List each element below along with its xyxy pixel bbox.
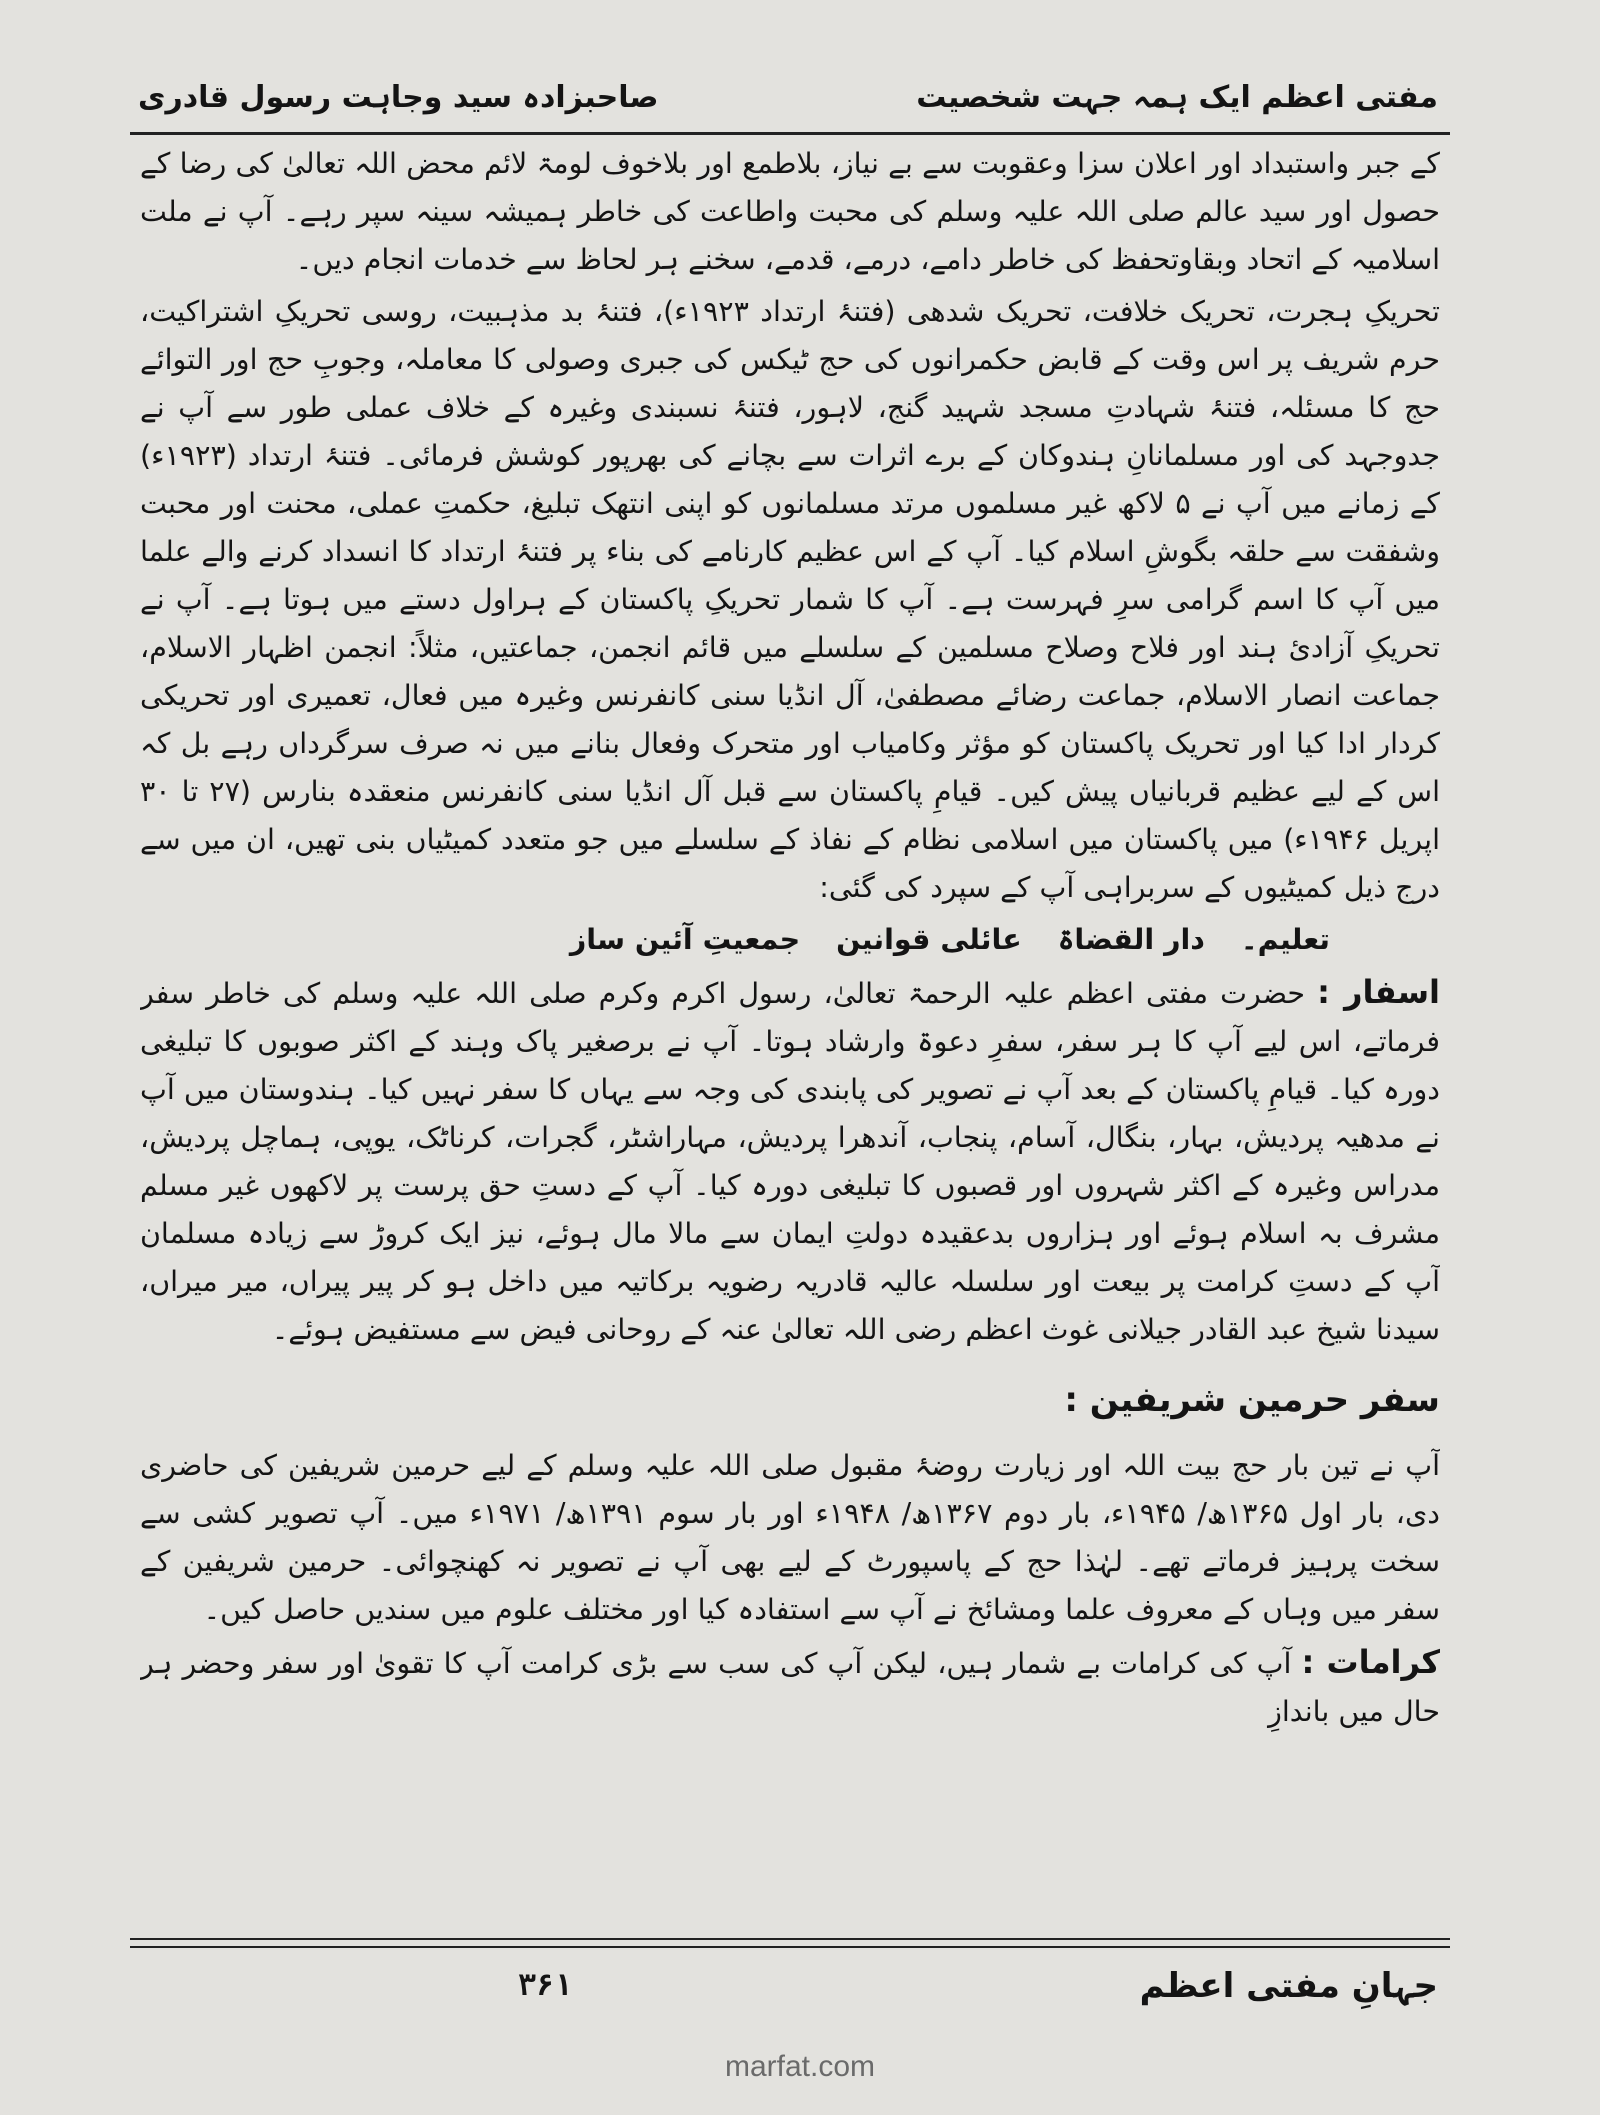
page-footer xyxy=(138,1958,1438,2012)
header-rule xyxy=(130,132,1450,135)
header-author: صاحبزادہ سید وجاہت رسول قادری xyxy=(138,79,659,115)
paragraph-2: تحریکِ ہجرت، تحریک خلافت، تحریک شدھی (فتنۂ ارتداد ۱۹۲۳ء)، فتنۂ بد مذہبیت، روسی تحریکِ اشتراکیت، حرم شریف پر اس وقت کے قابض حکمرانوں کی حج ٹیکس کی جبری وصولی کا معاملہ، وجوبِ حج اور التوائے حج کا مسئلہ، فتنۂ شہادتِ مسجد شہید گنج، لاہور، فتنۂ نسبندی وغیرہ کے خلاف عملی طور سے آپ نے جدوجہد کی اور مسلمانانِ ہندوکان کے برے اثرات سے بچانے کی بھرپور کوشش فرمائی۔ فتنۂ ارتداد (۱۹۲۳ء) کے زمانے میں آپ نے ۵ لاکھ غیر مسلموں مرتد مسلمانوں کو اپنی انتھک تبلیغ، حکمتِ عملی، محنت اور محبت وشفقت سے حلقہ بگوشِ اسلام کیا۔ آپ کے اس عظیم کارنامے کی بناء پر فتنۂ ارتداد کا انسداد کرنے والے علما میں آپ کا اسم گرامی سرِ فہرست ہے۔ آپ کا شمار تحریکِ پاکستان کے ہراول دستے میں ہوتا ہے۔ آپ نے تحریکِ آزادیٔ ہند اور فلاح وصلاح مسلمین کے سلسلے میں قائم انجمن، جماعتیں، مثلاً: انجمن اظہار الاسلام، جماعت انصار الاسلام، جماعت رضائے مصطفیٰ، آل انڈیا سنی کانفرنس وغیرہ میں فعال، تعمیری اور تحریکی کردار ادا کیا اور تحریک پاکستان کو مؤثر وکامیاب اور متحرک وفعال بنانے میں نہ صرف سرگرداں رہے بل کہ اس کے لیے عظیم قربانیاں پیش کیں۔ قیامِ پاکستان سے قبل آل انڈیا سنی کانفرنس منعقدہ بنارس (۲۷ تا ۳۰ اپریل ۱۹۴۶ء) میں پاکستان میں اسلامی نظام کے نفاذ کے سلسلے میں جو متعدد کمیٹیاں بنی تھیں، ان میں سے درج ذیل کمیٹیوں کے سربراہی آپ کے سپرد کی گئی: xyxy=(140,295,1440,904)
asfar-paragraph xyxy=(140,968,1440,1354)
haramain-heading: سفر حرمین شریفین : xyxy=(1064,1380,1440,1420)
page-body xyxy=(140,140,1440,1930)
committee-item: جمعیتِ آئین ساز xyxy=(569,923,801,956)
committee-item: دار القضاۃ xyxy=(1057,923,1205,956)
asfar-heading: اسفار : xyxy=(1317,973,1440,1011)
asfar-text: حضرت مفتی اعظم علیہ الرحمۃ تعالیٰ، رسول اکرم وکرم صلی اللہ علیہ وسلم کی خاطر سفر فرماتے، اس لیے آپ کا ہر سفر، سفرِ دعوۃ وارشاد ہوتا۔ آپ نے برصغیر پاک وہند کے اکثر صوبوں کا تبلیغی دورہ کیا۔ قیامِ پاکستان کے بعد آپ نے تصویر کی پابندی کی وجہ سے یہاں کا سفر نہیں کیا۔ ہندوستان میں آپ نے مدھیہ پردیش، بہار، بنگال، آسام، پنجاب، آندھرا پردیش، مہاراشٹر، گجرات، کرناٹک، یوپی، ہماچل پردیش، مدراس وغیرہ کے اکثر شہروں اور قصبوں کا تبلیغی دورہ کیا۔ آپ کے دستِ حق پرست پر لاکھوں غیر مسلم مشرف بہ اسلام ہوئے اور ہزاروں بدعقیدہ دولتِ ایمان سے مالا مال ہوئے، نیز ایک کروڑ سے زیادہ مسلمان آپ کے دستِ کرامت پر بیعت اور سلسلہ عالیہ قادریہ رضویہ برکاتیہ میں داخل ہو کر پیر پیراں، میر میراں، سیدنا شیخ عبد القادر جیلانی غوث اعظم رضی اللہ تعالیٰ عنہ کے روحانی فیض سے مستفیض ہوئے۔ xyxy=(140,977,1440,1346)
karamat-paragraph xyxy=(140,1638,1440,1736)
footer-rule xyxy=(130,1938,1450,1940)
committee-item: تعلیم۔ xyxy=(1240,923,1330,956)
page-number: ۳۶۱ xyxy=(518,1967,573,2003)
page-header xyxy=(138,66,1438,128)
haramain-paragraph: آپ نے تین بار حج بیت اللہ اور زیارت روضۂ مقبول صلی اللہ علیہ وسلم کے لیے حرمین شریفین کی حاضری دی، بار اول ۱۳۶۵ھ/ ۱۹۴۵ء، بار دوم ۱۳۶۷ھ/ ۱۹۴۸ء اور بار سوم ۱۳۹۱ھ/ ۱۹۷۱ء میں۔ آپ تصویر کشی سے سخت پرہیز فرماتے تھے۔ لہٰذا حج کے پاسپورٹ کے لیے بھی آپ نے تصویر نہ کھنچوائی۔ حرمین شریفین کے سفر میں وہاں کے معروف علما ومشائخ نے آپ سے استفادہ کیا اور مختلف علوم میں سندیں حاصل کیں۔ xyxy=(140,1449,1440,1626)
header-book-title: مفتی اعظم ایک ہمہ جہت شخصیت xyxy=(916,79,1438,115)
karamat-heading: کرامات : xyxy=(1301,1643,1440,1681)
watermark: marfat.com xyxy=(724,2050,876,2083)
committee-list xyxy=(140,916,1440,964)
footer-book-name: جہانِ مفتی اعظم xyxy=(1139,1965,1438,2006)
karamat-text: آپ کی کرامات بے شمار ہیں، لیکن آپ کی سب سے بڑی کرامت آپ کا تقویٰ اور سفر وحضر ہر حال میں باندازِ xyxy=(140,1647,1440,1728)
committee-item: عائلی قوانین xyxy=(836,923,1022,956)
paragraph-1: کے جبر واستبداد اور اعلان سزا وعقوبت سے بے نیاز، بلاطمع اور بلاخوف لومۃ لائم محض اللہ تعالیٰ کی رضا کے حصول اور سید عالم صلی اللہ علیہ وسلم کی محبت واطاعت کی خاطر ہمیشہ سینہ سپر رہے۔ آپ نے ملت اسلامیہ کے اتحاد وبقاوتحفظ کی خاطر دامے، درمے، قدمے، سخنے ہر لحاظ سے خدمات انجام دیں۔ xyxy=(140,147,1440,276)
footer-rule-double xyxy=(130,1946,1450,1948)
